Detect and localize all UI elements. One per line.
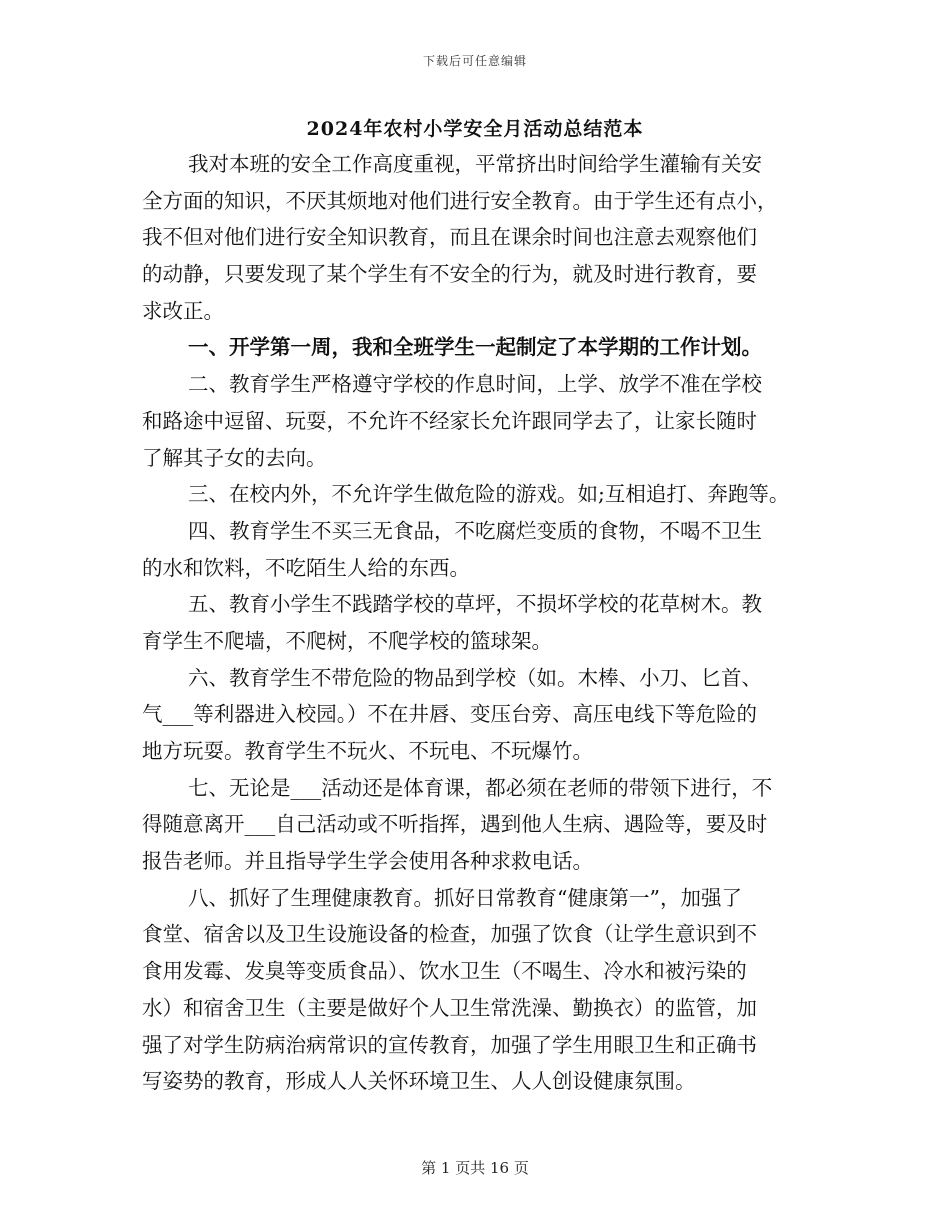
body-line: 食用发霉、发臭等变质食品）、饮水卫生（不喝生、冷水和被污染的 [142, 959, 747, 984]
body-line: 六、教育学生不带危险的物品到学校（如。木棒、小刀、匕首、 [188, 665, 762, 690]
body-line: 强了对学生防病治病常识的宣传教育，加强了学生用眼卫生和正确书 [142, 1032, 757, 1057]
body-line: 了解其子女的去向。 [142, 445, 327, 470]
body-line: 和路途中逗留、玩耍，不允许不经家长允许跟同学去了，让家长随时 [142, 408, 757, 433]
body-line: 四、教育学生不买三无食品，不吃腐烂变质的食物，不喝不卫生 [188, 518, 762, 543]
body-line: 地方玩耍。教育学生不玩火、不玩电、不玩爆竹。 [142, 739, 593, 763]
document-title: 2024年农村小学安全月活动总结范本 [306, 118, 644, 140]
body-line: 二、教育学生严格遵守学校的作息时间，上学、放学不准在学校 [188, 372, 762, 397]
body-line: 水）和宿舍卫生（主要是做好个人卫生常洗澡、勤换衣）的监管，加 [142, 995, 757, 1020]
document-body [142, 146, 812, 1100]
page-footer: 第 1 页共 16 页 [421, 1159, 529, 1177]
body-line: 写姿势的教育，形成人人关怀环境卫生、人人创设健康氛围。 [142, 1069, 696, 1094]
body-line: 七、无论是___活动还是体育课，都必须在老师的带领下进行，不 [188, 775, 773, 800]
body-line: 我不但对他们进行安全知识教育，而且在课余时间也注意去观察他们 [142, 225, 757, 250]
body-line: 我对本班的安全工作高度重视，平常挤出时间给学生灌输有关安 [188, 152, 762, 176]
body-line: 一、开学第一周，我和全班学生一起制定了本学期的工作计划。 [188, 335, 762, 360]
body-line: 五、教育小学生不践踏学校的草坪，不损坏学校的花草树木。教 [188, 592, 762, 617]
body-line: 全方面的知识，不厌其烦地对他们进行安全教育。由于学生还有点小， [142, 188, 778, 213]
body-line: 求改正。 [142, 298, 224, 323]
page-header: 下载后可任意编辑 [422, 54, 527, 68]
body-line: 得随意离开___自己活动或不听指挥，遇到他人生病、遇险等，要及时 [142, 812, 768, 837]
body-line: 食堂、宿舍以及卫生设施设备的检查，加强了饮食（让学生意识到不 [142, 922, 757, 947]
body-line: 三、在校内外，不允许学生做危险的游戏。如;互相追打、奔跑等。 [188, 482, 790, 507]
body-line: 的动静，只要发现了某个学生有不安全的行为，就及时进行教育，要 [142, 262, 757, 287]
body-line: 八、抓好了生理健康教育。抓好日常教育“健康第一”，加强了 [188, 885, 742, 910]
body-line: 报告老师。并且指导学生学会使用各种求救电话。 [142, 849, 593, 874]
body-line: 的水和饮料，不吃陌生人给的东西。 [142, 555, 470, 580]
body-line: 气___等利器进入校园。）不在井唇、变压台旁、高压电线下等危险的 [142, 702, 757, 727]
body-line: 育学生不爬墙，不爬树，不爬学校的篮球架。 [142, 628, 552, 653]
